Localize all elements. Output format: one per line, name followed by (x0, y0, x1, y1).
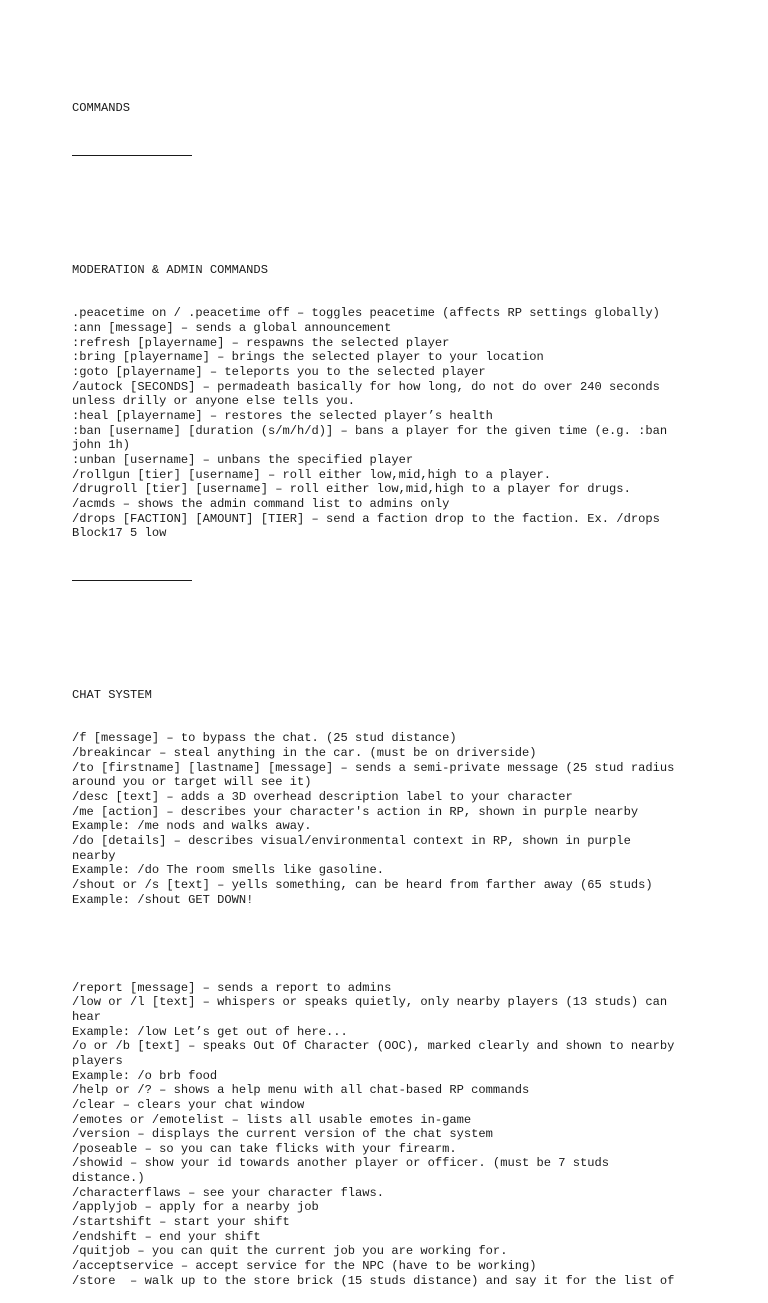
command-line: /emotes or /emotelist – lists all usable emotes in-game (72, 1112, 472, 1127)
chat-command-list-continued (72, 981, 712, 1289)
command-line: .peacetime on / .peacetime off – toggles peacetime (affects RP settings globally) (72, 306, 660, 321)
command-line: /low or /l [text] – whispers or speaks quietly, only nearby players (13 studs) can (72, 995, 668, 1010)
command-line: /acceptservice – accept service for the NPC (have to be working) (72, 1259, 537, 1274)
command-line: unless drilly or anyone else tells you. (72, 394, 356, 409)
document-title: COMMANDS (72, 101, 131, 116)
command-line: /store – walk up to the store brick (15 studs distance) and say it for the list of (72, 1273, 675, 1288)
command-line: around you or target will see it) (72, 775, 312, 790)
command-line: Example: /me nods and walks away. (72, 819, 312, 834)
command-line: /breakincar – steal anything in the car. (must be on driverside) (72, 746, 537, 761)
command-line: :ann [message] – sends a global announcement (72, 321, 392, 336)
moderation-divider (72, 566, 192, 581)
command-line: /shout or /s [text] – yells something, can be heard from farther away (65 studs) (72, 878, 653, 893)
document-page (72, 72, 712, 1303)
spacer (72, 937, 712, 952)
command-line: /me [action] – describes your character's action in RP, shown in purple nearby (72, 804, 639, 819)
chat-command-list (72, 731, 712, 907)
command-line: /startshift – start your shift (72, 1215, 290, 1230)
command-line: /characterflaws – see your character flaws. (72, 1185, 385, 1200)
command-line: /report [message] – sends a report to admins (72, 980, 392, 995)
command-line: distance.) (72, 1171, 145, 1186)
command-line: :refresh [playername] – respawns the selected player (72, 335, 450, 350)
command-line: /autock [SECONDS] – permadeath basically for how long, do not do over 240 seconds (72, 379, 660, 394)
command-line: /drops [FACTION] [AMOUNT] [TIER] – send a faction drop to the faction. Ex. /drops (72, 511, 660, 526)
command-line: Example: /low Let’s get out of here... (72, 1024, 348, 1039)
command-line: /poseable – so you can take flicks with your firearm. (72, 1141, 457, 1156)
command-line: /f [message] – to bypass the chat. (25 stud distance) (72, 731, 457, 746)
command-line: /endshift – end your shift (72, 1229, 261, 1244)
command-line: /version – displays the current version of the chat system (72, 1127, 493, 1142)
command-line: :goto [playername] – teleports you to the selected player (72, 365, 486, 380)
spacer (72, 189, 712, 218)
command-line: Example: /o brb food (72, 1068, 218, 1083)
command-line: players (72, 1053, 123, 1068)
command-line: :ban [username] [duration (s/m/h/d)] – bans a player for the given time (e.g. :ban (72, 423, 668, 438)
command-line: :bring [playername] – brings the selected player to your location (72, 350, 544, 365)
command-line: Block17 5 low (72, 526, 167, 541)
chat-heading: CHAT SYSTEM (72, 687, 152, 702)
command-line: hear (72, 1009, 102, 1024)
command-line: /desc [text] – adds a 3D overhead description label to your character (72, 790, 573, 805)
command-line: /drugroll [tier] [username] – roll either low,mid,high to a player for drugs. (72, 482, 631, 497)
moderation-heading: MODERATION & ADMIN COMMANDS (72, 262, 268, 277)
title-divider (72, 141, 192, 156)
command-line: /o or /b [text] – speaks Out Of Character (OOC), marked clearly and shown to nearby (72, 1039, 675, 1054)
command-line: /do [details] – describes visual/environmental context in RP, shown in purple (72, 834, 631, 849)
command-line: :unban [username] – unbans the specified player (72, 453, 414, 468)
spacer (72, 614, 712, 643)
command-line: /to [firstname] [lastname] [message] – sends a semi-private message (25 stud radius (72, 760, 675, 775)
command-line: /help or /? – shows a help menu with all chat-based RP commands (72, 1083, 530, 1098)
command-line: Example: /do The room smells like gasoline. (72, 863, 385, 878)
command-line: /clear – clears your chat window (72, 1097, 305, 1112)
command-line: :heal [playername] – restores the selected player’s health (72, 409, 493, 424)
command-line: /applyjob – apply for a nearby job (72, 1200, 319, 1215)
command-line: Example: /shout GET DOWN! (72, 892, 254, 907)
command-line: /rollgun [tier] [username] – roll either low,mid,high to a player. (72, 467, 551, 482)
command-line: /quitjob – you can quit the current job you are working for. (72, 1244, 508, 1259)
command-line: nearby (72, 848, 116, 863)
command-line: john 1h) (72, 438, 131, 453)
command-line: /acmds – shows the admin command list to admins only (72, 497, 450, 511)
command-line: /showid – show your id towards another player or officer. (must be 7 studs (72, 1156, 610, 1171)
moderation-command-list (72, 306, 712, 541)
